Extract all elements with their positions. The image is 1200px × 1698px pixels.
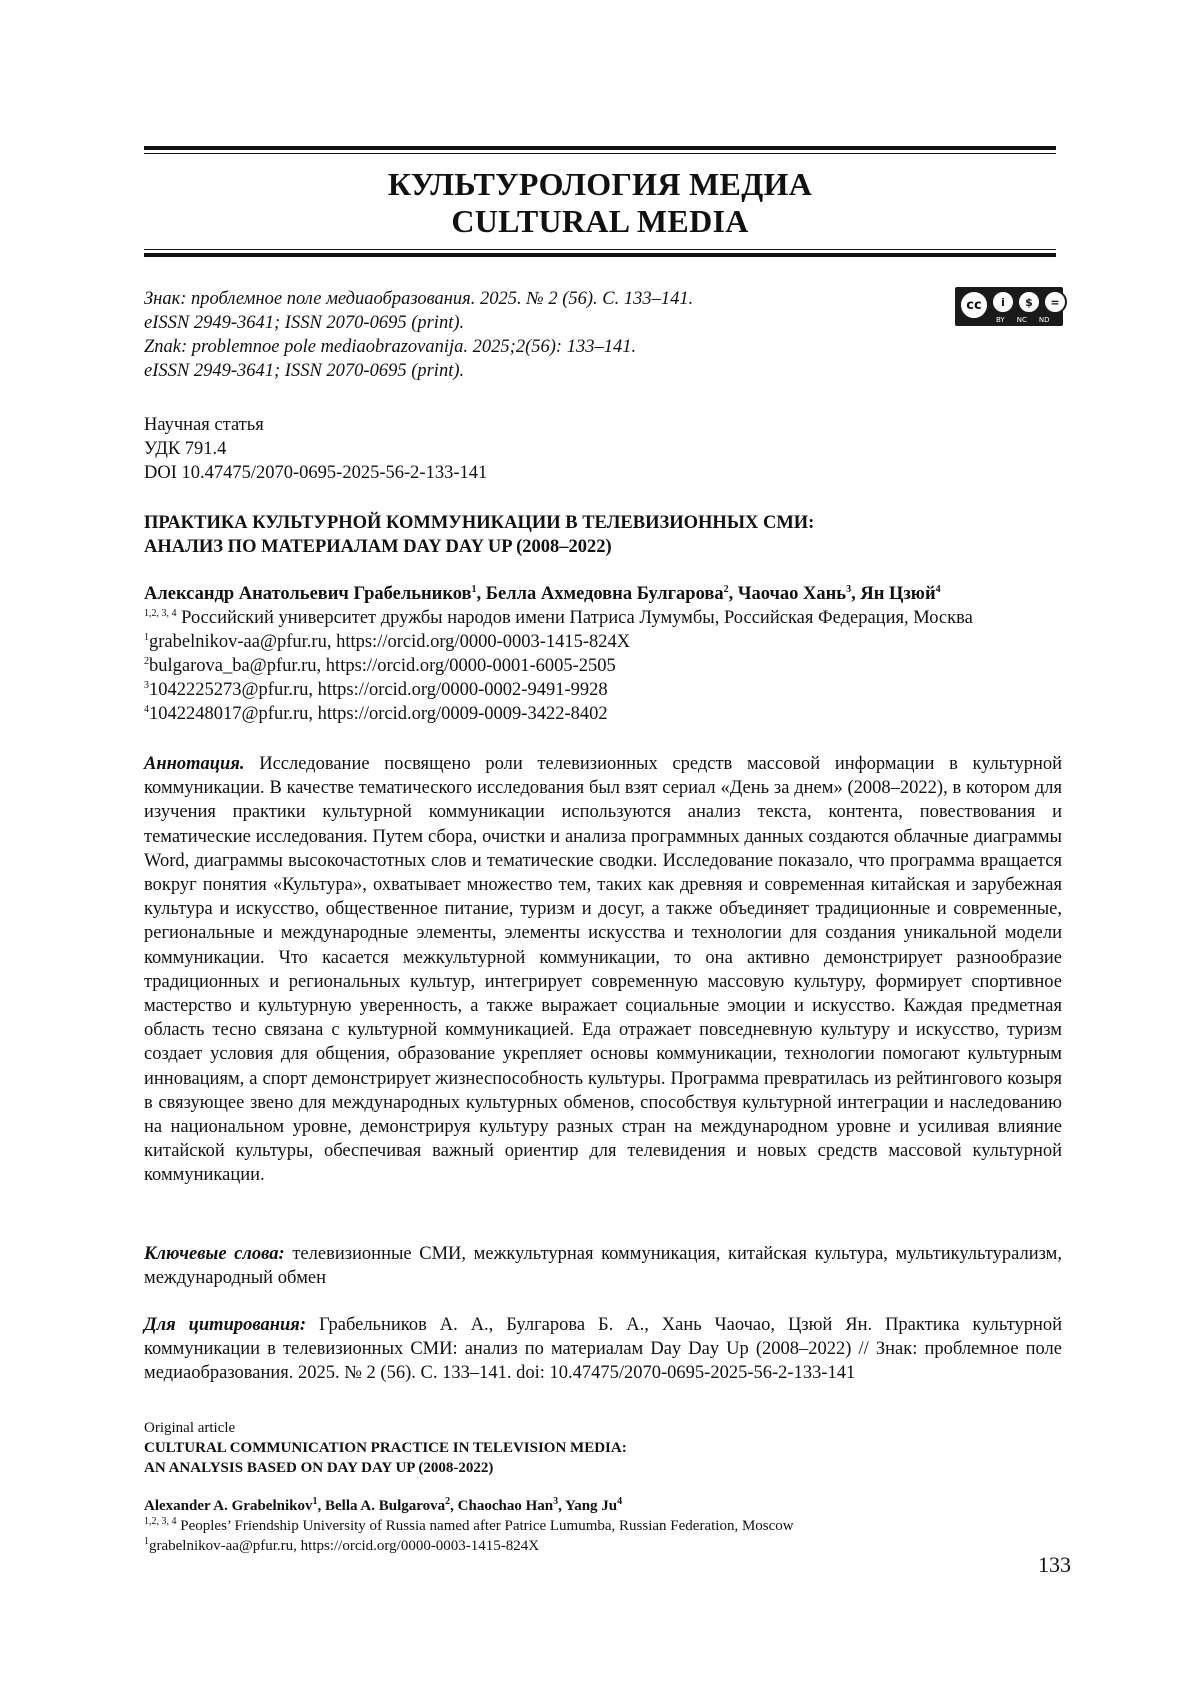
contact-text[interactable]: grabelnikov-aa@pfur.ru, https://orcid.org/0000-0003-1415-824X	[149, 632, 631, 652]
contact-line	[144, 654, 973, 678]
affiliation-sup: 1,2, 3, 4	[144, 1516, 177, 1527]
udc-code: УДК 791.4	[144, 439, 227, 459]
contact-sup: 1	[144, 631, 149, 643]
article-title-ru	[144, 511, 814, 559]
citation	[144, 1313, 1062, 1386]
contact-sup: 1	[144, 1536, 149, 1547]
author-list-en: Alexander A. Grabelnikov$^1$, Bella A. Bulgarova$^2$, Chaochao Han$^3$, Yang Ju$^4$	[144, 1496, 623, 1514]
article-title-en	[144, 1438, 794, 1478]
title-line: AN ANALYSIS BASED ON DAY DAY UP (2008-2022)	[144, 1460, 494, 1476]
meta-line: eISSN 2949-3641; ISSN 2070-0695 (print).	[144, 313, 465, 333]
author-name: Alexander A. Grabelnikov	[144, 1498, 313, 1514]
keywords	[144, 1242, 1062, 1290]
abstract-label: Аннотация.	[144, 754, 245, 774]
author-name: Bella A. Bulgarova	[325, 1498, 446, 1514]
author-sup: 3	[553, 1496, 559, 1507]
citation-text: Грабельников А. А., Булгарова Б. А., Хань Чаочао, Цзюй Ян. Практика культурной коммуникации в телевизионных СМИ: анализ по материалам Day Day Up (2008–2022) // Знак: проблемное поле медиаобразования. 2025. № 2 (56). С. 133–141. doi: 10.47475/2070-0695-2025-56-2-133-141	[144, 1315, 1063, 1384]
contact-line	[144, 1536, 794, 1556]
header-rule-bottom	[144, 249, 1056, 257]
attribution-icon: i	[991, 290, 1015, 314]
affiliation-en	[144, 1516, 794, 1536]
author-name: Чаочао Хань	[737, 584, 847, 604]
cc-license-badge[interactable]	[955, 287, 1063, 326]
journal-citation-meta	[144, 287, 693, 383]
author-sup: 2	[723, 583, 729, 595]
article-info	[144, 413, 487, 485]
keywords-text: телевизионные СМИ, межкультурная коммуникация, китайская культура, мультикультурализм, международный обмен	[144, 1244, 1063, 1289]
noncommercial-icon: $	[1017, 290, 1041, 314]
contact-line	[144, 630, 973, 654]
author-name: Chaochao Han	[457, 1498, 554, 1514]
author-sup: 1	[471, 583, 477, 595]
contact-sup: 3	[144, 679, 149, 691]
contact-sup: 4	[144, 703, 149, 715]
affiliation-text: Российский университет дружбы народов имени Патриса Лумумбы, Российская Федерация, Москва	[181, 608, 973, 628]
meta-line: Znak: problemnoe pole mediaobrazovanija. 2025;2(56): 133–141.	[144, 337, 637, 357]
author-sup: 1	[312, 1496, 318, 1507]
header-rule-top	[144, 146, 1056, 154]
cc-nd-label: ND	[1038, 316, 1050, 324]
contact-line	[144, 678, 973, 702]
cc-icon: cc	[959, 290, 989, 320]
article-type-en: Original article	[144, 1420, 236, 1436]
author-sup: 2	[445, 1496, 451, 1507]
keywords-label: Ключевые слова:	[144, 1244, 285, 1264]
section-title-ru: КУЛЬТУРОЛОГИЯ МЕДИА	[387, 166, 813, 202]
contact-text[interactable]: 1042248017@pfur.ru, https://orcid.org/0009-0009-3422-8402	[149, 704, 608, 724]
section-title	[144, 166, 1056, 240]
english-section	[144, 1418, 794, 1556]
cc-nc-label: NC	[1016, 316, 1027, 324]
author-name: Ян Цзюй	[860, 584, 936, 604]
contact-line	[144, 702, 973, 726]
author-list: Александр Анатольевич Грабельников$^1$, Белла Ахмедовна Булгарова$^2$, Чаочао Хань$^3$, Ян Цзюй$^4$	[144, 583, 941, 604]
author-sup: 4	[935, 583, 941, 595]
title-line: ПРАКТИКА КУЛЬТУРНОЙ КОММУНИКАЦИИ В ТЕЛЕВИЗИОННЫХ СМИ:	[144, 513, 815, 533]
section-title-en: CULTURAL MEDIA	[451, 203, 749, 239]
author-sup: 4	[617, 1496, 623, 1507]
doi: DOI 10.47475/2070-0695-2025-56-2-133-141	[144, 463, 488, 483]
contact-text[interactable]: bulgarova_ba@pfur.ru, https://orcid.org/0000-0001-6005-2505	[149, 656, 616, 676]
abstract-text: Исследование посвящено роли телевизионных средств массовой информации в культурной коммуникации. В качестве тематического исследования был взят сериал «День за днем» (2008–2022), в котором для изучения практики культурной коммуникации используются анализ текста, контента, повествования и тематические исследования. Путем сбора, очистки и анализа программных данных создаются облачные диаграммы Word, диаграммы высокочастотных слов и тематические сводки. Исследование показало, что программа вращается вокруг понятия «Культура», охватывает множество тем, таких как древняя и современная китайская и зарубежная культура и искусство, общественное питание, туризм и досуг, а также объединяет традиционные и современные, региональные и международные элементы, элементы искусства и технологии для создания уникальной модели коммуникации. Что касается межкультурной коммуникации, то она активно демонстрирует разнообразие традиционных и региональных культур, интегрирует современную массовую культуру, формирует спортивное мастерство и культурную уверенность, а также выражает социальные эмоции и искусство. Каждая предметная область тесно связана с культурной коммуникацией. Еда отражает повседневную культуру и искусство, туризм создает условия для общения, образование укрепляет основы коммуникации, технологии помогают культурным инновациям, а спорт демонстрирует жизнеспособность культуры. Программа превратилась из рейтингового козыря в связующее звено для международных культурных обменов, способствуя культурной интеграции и наследованию на национальном уровне, демонстрируя культуру разных стран на международном уровне и усиливая влияние китайской культуры, обеспечивая важный ориентир для телевидения и новых средств массовой культурной коммуникации.	[144, 754, 1063, 1186]
title-line: АНАЛИЗ ПО МАТЕРИАЛАМ DAY DAY UP (2008–2022)	[144, 537, 612, 557]
authors-ru	[144, 582, 973, 726]
affiliation-sup: 1,2, 3, 4	[144, 607, 177, 619]
contact-text[interactable]: grabelnikov-aa@pfur.ru, https://orcid.org/0000-0003-1415-824X	[149, 1538, 540, 1554]
title-line: CULTURAL COMMUNICATION PRACTICE IN TELEVISION MEDIA:	[144, 1440, 627, 1456]
contact-text[interactable]: 1042225273@pfur.ru, https://orcid.org/0000-0002-9491-9928	[149, 680, 608, 700]
cc-by-label: BY	[996, 316, 1005, 324]
author-name: Александр Анатольевич Грабельников	[144, 584, 472, 604]
meta-line: Знак: проблемное поле медиаобразования. 2025. № 2 (56). С. 133–141.	[144, 289, 694, 309]
abstract	[144, 752, 1062, 1188]
affiliation-ru	[144, 606, 973, 630]
noderivatives-icon: =	[1043, 290, 1067, 314]
meta-line: eISSN 2949-3641; ISSN 2070-0695 (print).	[144, 361, 465, 381]
page-number: 133	[1038, 1552, 1071, 1577]
affiliation-text: Peoples’ Friendship University of Russia named after Patrice Lumumba, Russian Federation, Moscow	[180, 1518, 794, 1534]
article-type: Научная статья	[144, 415, 264, 435]
author-name: Yang Ju	[565, 1498, 618, 1514]
author-name: Белла Ахмедовна Булгарова	[485, 584, 724, 604]
citation-label: Для цитирования:	[144, 1315, 306, 1335]
contact-sup: 2	[144, 655, 149, 667]
author-sup: 3	[846, 583, 852, 595]
